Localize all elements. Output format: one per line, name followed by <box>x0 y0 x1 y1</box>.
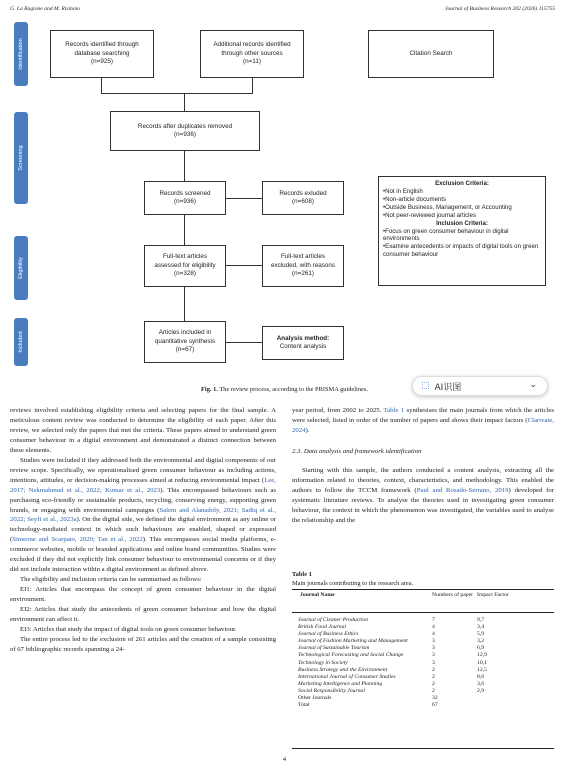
table-caption: Table 1 Main journals contributing to the research area. <box>292 571 414 587</box>
table-cell: 4 <box>432 631 435 638</box>
exclusion-item: •Outside Business, Management, or Accounting <box>383 203 512 211</box>
exclusion-item: •Not peer-reviewed journal articles <box>383 211 476 219</box>
table-cell: 3,4 <box>477 624 485 631</box>
table-row <box>292 674 554 681</box>
citation-link[interactable]: Paul and Rosado-Serrano, 2019 <box>416 486 509 494</box>
table-cell: 9,7 <box>477 617 485 623</box>
exclusion-criteria-title: Exclusion Criteria: <box>435 180 489 187</box>
criterion-ei2: EI2: Articles that study the antecedents of green consumer behaviour and how the digital environment can affect it. <box>10 606 276 624</box>
table-cell: 32 <box>432 695 438 702</box>
scan-icon: ⬚ <box>421 381 430 391</box>
criteria-box <box>378 176 546 286</box>
table-header-cell: Impact Factor <box>477 592 509 598</box>
table-cell: 6,9 <box>477 645 485 652</box>
chevron-down-icon[interactable]: ⌄ <box>529 380 537 390</box>
table-row <box>292 702 554 709</box>
box-fulltext-excluded: Full-text articles excluded, with reasons (n=261) <box>262 245 344 287</box>
table-cell: 2 <box>432 673 435 680</box>
paragraph: reviews involved establishing eligibility criteria and selecting papers for the final sample. A meticulous content review was conducted to determine the eligibility of each paper. After this review, we selected only the papers that met the criteria. These papers aimed to understand green consumer behaviour in a digital environment and demonstrated a distinct connection between these elements. <box>10 407 276 454</box>
inclusion-item: •Examine antecedents or impacts of digital tools on green consumer behaviour <box>383 243 539 259</box>
running-header-authors: G. La Ragione and M. Risitano <box>10 6 81 12</box>
table-cell: 3,6 <box>477 680 485 687</box>
table-cell: Business Strategy and the Environment <box>298 666 388 673</box>
box-analysis-method: Analysis method: Content analysis <box>262 326 344 360</box>
exclusion-item: •Non-article documents <box>383 195 447 203</box>
running-header-journal: Journal of Business Research 202 (2026) 115755 <box>445 6 555 12</box>
section-heading: 2.3. Data analysis and framework identification <box>292 447 422 455</box>
table-cell: International Journal of Consumer Studies <box>298 673 396 680</box>
phase-included: Included <box>14 318 28 366</box>
table-cell: British Food Journal <box>298 624 347 631</box>
exclusion-item: •Not in English <box>383 187 423 195</box>
journals-table-header <box>292 592 554 599</box>
table-cell: 12,9 <box>477 652 487 659</box>
table-row <box>292 652 554 659</box>
page-number: 4 <box>282 756 287 763</box>
paragraph: The entire process led to the exclusion of 261 articles and the creation of a sample consisting of 67 bibliographic records spanning a 24- <box>10 635 276 653</box>
phase-screening: Screening <box>14 112 28 204</box>
box-included: Articles included in quantitative synthesis (n=67) <box>144 321 226 363</box>
citation-link[interactable]: Lee, 2017; Nekmahmud et al., 2022; Kumar et al., 2023 <box>10 476 276 494</box>
table-cell: 3 <box>432 638 435 645</box>
box-identified-database: Records identified through database searching (n=925) <box>50 30 154 78</box>
ai-image-recognition-button[interactable]: ⬚ AI识图 ⌄ <box>412 376 548 396</box>
paragraph: year period, from 2002 to 2025. Table 1 synthesises the main journals from which the articles were selected, listed in order of the number of papers and shows their impact factors (Clarivate, 2024). <box>292 407 555 434</box>
table-cell: 7 <box>432 617 435 623</box>
box-fulltext-assessed: Full-text articles assessed for eligibility (n=328) <box>144 245 226 287</box>
citation-link[interactable]: Clarivate, 2024 <box>292 416 554 434</box>
box-after-duplicates: Records after duplicates removed (n=936) <box>110 111 260 151</box>
table-cell: Total <box>298 702 310 709</box>
table-cell: Other Journals <box>298 695 332 702</box>
table-row <box>292 667 554 674</box>
box-records-screened: Records screened (n=936) <box>144 181 226 215</box>
phase-identification: Identification <box>14 22 28 86</box>
phase-eligibility: Eligibility <box>14 236 28 300</box>
table-row <box>292 688 554 695</box>
inclusion-criteria-title: Inclusion Criteria: <box>436 219 488 227</box>
table-cell: 2 <box>432 680 435 687</box>
paragraph: The eligibility and inclusion criteria can be summarised as follows: <box>20 576 202 584</box>
table-cell: 12,5 <box>477 666 487 673</box>
inclusion-item: •Focus on green consumer behaviour in digital environments <box>383 227 509 243</box>
table-cell: 3 <box>432 645 435 652</box>
journals-table-body <box>292 617 554 709</box>
left-column <box>10 406 276 655</box>
table-row <box>292 681 554 688</box>
table-cell <box>477 702 517 709</box>
criterion-ei1: EI1: Articles that encompass the concept of green consumer behaviour in the digital environment. <box>10 586 276 604</box>
table-cell: 8,6 <box>477 673 485 680</box>
table-row <box>292 695 554 702</box>
table-row <box>292 617 554 624</box>
figure-caption: Fig. 1. The review process, according to the PRISMA guidelines. <box>201 386 368 393</box>
table-cell: Journal of Cleaner Production <box>298 617 369 623</box>
box-citation-search: Citation Search <box>368 30 494 78</box>
table-cell: Marketing Intelligence and Planning <box>298 680 383 687</box>
paragraph: Studies were included if they addressed both the environmental and digital components of our review scope. Specifically, we operationalised green consumer behaviour as including actions, intentions, attitudes, or decision-making processes aimed at reducing environmental impact (Lee, 2017; Nekmahmud et al., 2022; Kumar et al., 2023). This encompassed behaviours such as purchasing eco-friendly or sustainable products, recycling, conserving energy, supporting green brands, or engaging with environmental campaigns (Salem and Alanadoly, 2021; Sadiq et al., 2022; Seyfi et al., 2023a). On the digital side, we defined the digital environment as any online or technology-mediated context in which such behaviours are enabled, shaped or expressed (Simeone and Scarpato, 2020; Tan et al., 2022). This encompasses social media platforms, e-commerce websites, mobile or branded applications and online brand communities. Studies were excluded if they did not explicitly link consumer behaviour to environmental concerns or if they did not include interaction within a digital environment as defined above. <box>10 456 277 574</box>
table-cell: 5,9 <box>477 631 485 638</box>
paragraph: Starting with this sample, the authors conducted a content analysis, extracting all the information related to theories, context, characteristics, and methodology. This enabled the authors to follow the TCCM framework (Paul and Rosado-Serrano, 2019) developed for systematic literature reviews. To analyse the theories used in investigating green consumer behaviour, the context in which the phenomenon was investigated, the variables used to analyse the relationship and the <box>292 466 554 524</box>
table-cell: 10,1 <box>477 659 487 666</box>
table-cell: 67 <box>432 702 438 709</box>
table-cell: Journal of Fashion Marketing and Management <box>298 638 408 645</box>
box-records-excluded: Records exluded (n=608) <box>262 181 344 215</box>
table-header-cell: Journal Name <box>300 592 335 598</box>
table-link[interactable]: Table 1 <box>383 407 405 414</box>
citation-link[interactable]: Salem and Alanadoly, 2021; Sadiq et al., 2022; Seyfi et al., 2023a <box>10 506 277 524</box>
table-cell <box>477 695 517 702</box>
table-cell: 3,2 <box>477 638 485 645</box>
table-header-cell: Numbers of paper <box>432 592 474 598</box>
table-cell: 3 <box>432 659 435 666</box>
table-cell: 4 <box>432 624 435 631</box>
criterion-ei3: EI3: Articles that study the impact of digital tools on green consumer behaviour. <box>20 625 237 633</box>
table-row <box>292 660 554 667</box>
citation-link[interactable]: Simeone and Scarpato, 2020; Tan et al., 2022 <box>12 536 143 544</box>
table-cell: 2 <box>432 666 435 673</box>
table-cell: Technological Forecasting and Social Change <box>298 652 404 659</box>
table-row <box>292 645 554 652</box>
right-column <box>292 406 554 526</box>
box-identified-other: Additional records identified through other sources (n=11) <box>200 30 304 78</box>
table-cell: 3 <box>432 652 435 659</box>
table-cell: Technology in Society <box>298 659 348 666</box>
table-cell: Social Responsibility Journal <box>298 687 365 694</box>
table-cell: 2 <box>432 687 435 694</box>
table-cell: Journal of Business Ethics <box>298 631 359 638</box>
table-cell: 2,9 <box>477 687 485 694</box>
table-cell: Journal of Sustainable Tourism <box>298 645 370 652</box>
